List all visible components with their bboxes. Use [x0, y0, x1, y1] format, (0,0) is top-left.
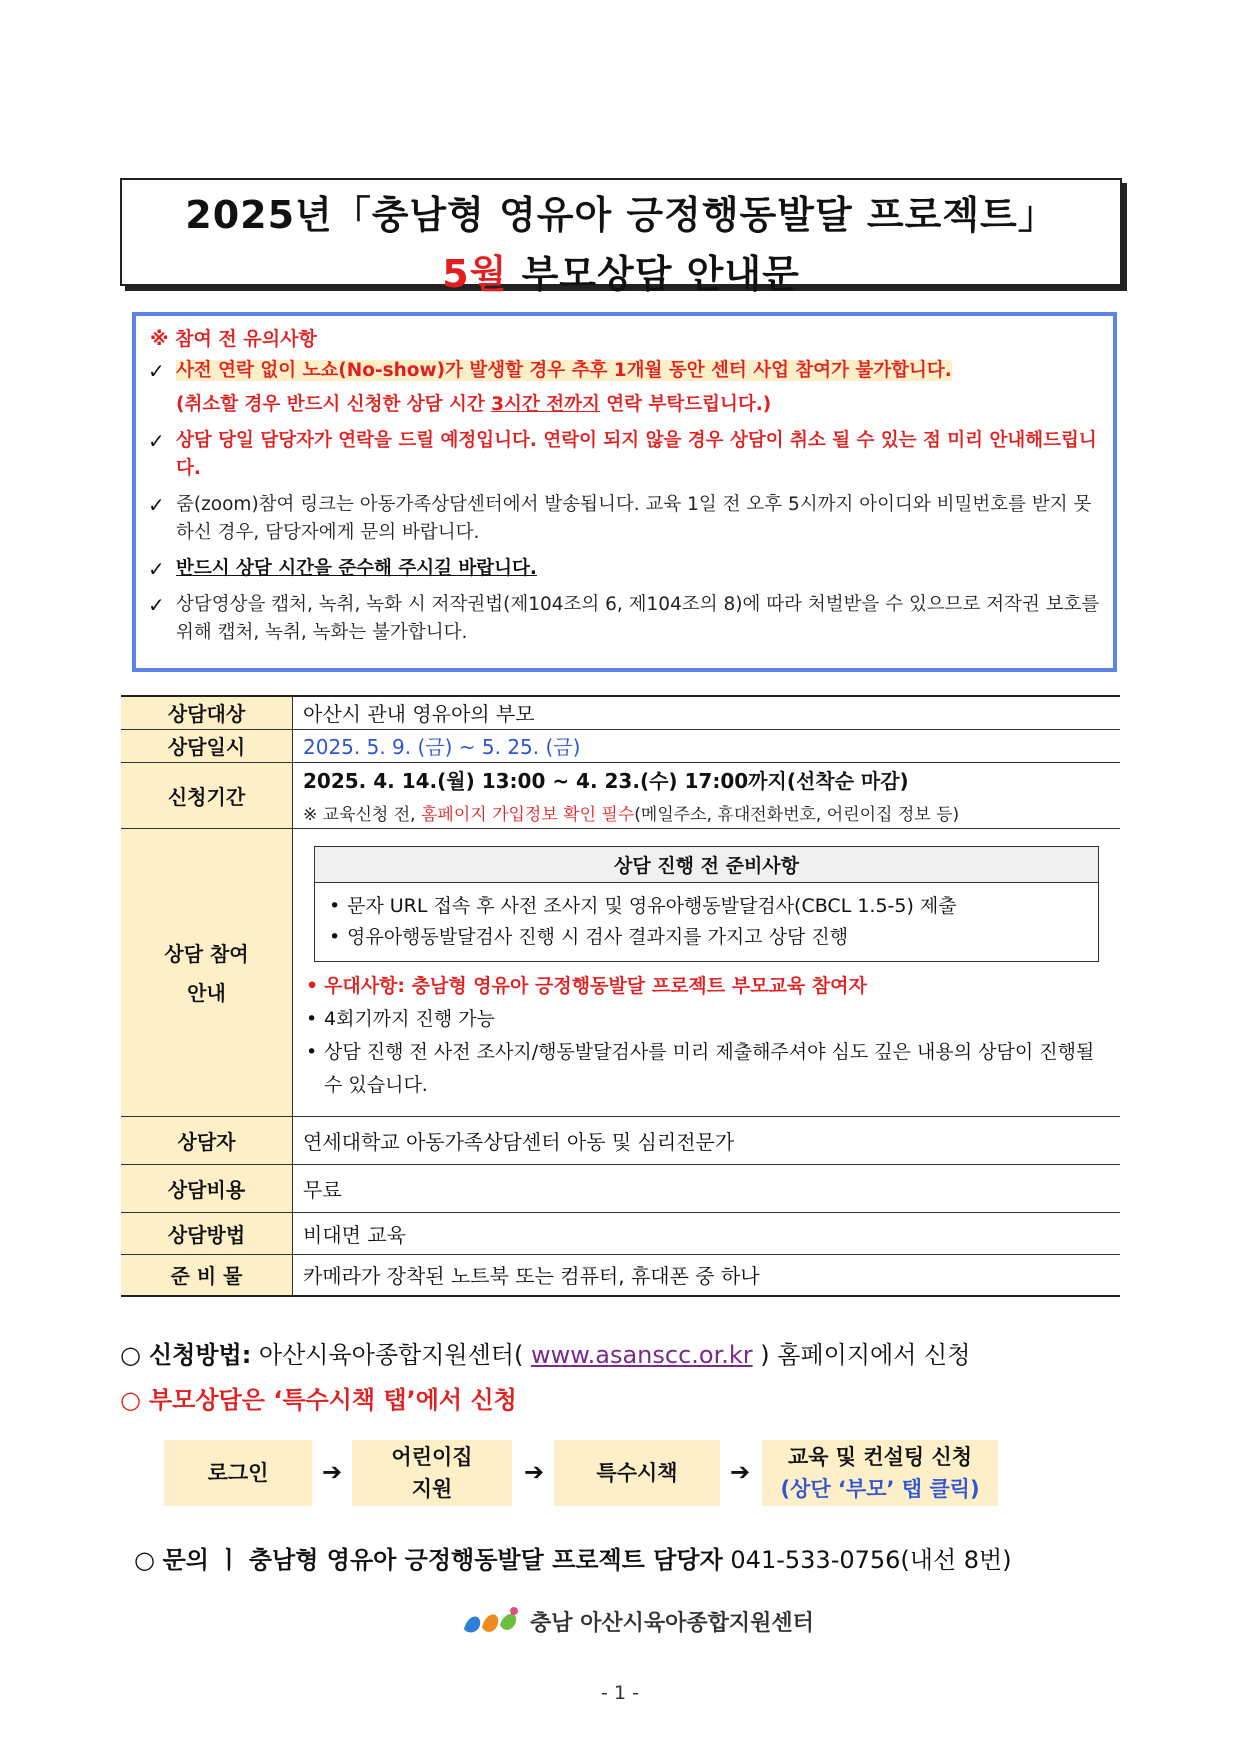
checkmark-icon: ✓: [148, 429, 165, 453]
arrow-right-icon: ➔: [322, 1458, 343, 1486]
apply-text-a: 아산시육아종합지원센터(: [251, 1341, 531, 1369]
period-note-b: (메일주소, 휴대전화번호, 어린이집 정보 등): [634, 805, 960, 825]
notice-text-time: 반드시 상담 시간을 준수해 주시길 바랍니다.: [176, 558, 537, 579]
table-row: [121, 696, 1120, 729]
period-note-a: ※ 교육신청 전,: [303, 805, 421, 825]
join-list: [294, 970, 1119, 1108]
table-row: [121, 1212, 1120, 1254]
checkmark-icon: ✓: [148, 557, 165, 581]
flow-step-special-label: 특수시책: [596, 1461, 678, 1485]
checkmark-icon: ✓: [148, 493, 165, 517]
flow-step-daycare-label-2: 지원: [411, 1477, 453, 1501]
label-target: 상담대상: [121, 696, 293, 729]
label-join-2: 안내: [187, 981, 226, 1005]
list-item: • 문자 URL 접속 후 사전 조사지 및 영유아행동발달검사(CBCL 1.5-5) 제출: [327, 891, 1086, 922]
flow-step-daycare: [352, 1440, 512, 1506]
center-logo-text: 충남 아산시육아종합지원센터: [530, 1610, 814, 1636]
info-table: [121, 695, 1120, 1297]
list-item: • 4회기까지 진행 가능: [304, 1003, 1109, 1036]
arrow-right-icon: ➔: [730, 1458, 751, 1486]
contact-label: 문의 ㅣ 충남형 영유아 긍정행동발달 프로젝트 담당자: [162, 1546, 723, 1574]
notice-text-noshow: 사전 연락 없이 노쇼(No-show)가 발생할 경우 추후 1개월 동안 센터 사업 참여가 불가합니다.: [176, 360, 952, 381]
label-join: [121, 828, 293, 1116]
period-note: [303, 800, 1119, 825]
notice-text-copyright: 상담영상을 캡처, 녹취, 녹화 시 저작권법(제104조의 6, 제104조의 8)에 따라 처벌받을 수 있으므로 저작권 보호를 위해 캡처, 녹취, 녹화는 불가합니다.: [176, 594, 1100, 643]
circle-bullet: ○: [134, 1546, 155, 1574]
label-cost: 상담비용: [121, 1164, 293, 1212]
table-row: [121, 1116, 1120, 1164]
flow-step-login: [164, 1440, 312, 1506]
notice-text-contact: 상담 당일 담당자가 연락을 드릴 예정입니다. 연락이 되지 않을 경우 상담이 취소 될 수 있는 점 미리 안내해드립니다.: [176, 430, 1097, 479]
circle-bullet: ○: [120, 1386, 141, 1414]
prep-box: [314, 846, 1099, 962]
notice-text-cancel-b: 연락 부탁드립니다.): [599, 394, 772, 415]
value-target: 아산시 관내 영유아의 부모: [293, 696, 1121, 729]
center-logo: [460, 1603, 814, 1639]
arrow-right-icon: ➔: [524, 1458, 545, 1486]
title-box: [120, 178, 1122, 296]
label-period: 신청기간: [121, 762, 293, 828]
notice-item-contact: [144, 427, 1105, 483]
notice-box: [132, 312, 1117, 672]
list-item: • 상담 진행 전 사전 조사지/행동발달검사를 미리 제출해주셔야 심도 깊은 내용의 상담이 진행될 수 있습니다.: [304, 1036, 1109, 1102]
prep-list: [315, 883, 1098, 961]
apply-tab-text: 부모상담은 ‘특수시책 탭’에서 신청: [148, 1386, 517, 1414]
flow-step-apply: [762, 1440, 998, 1506]
homepage-link[interactable]: www.asanscc.or.kr: [530, 1341, 753, 1369]
value-join-cell: [293, 828, 1121, 1116]
list-item-preference: • 우대사항: 충남형 영유아 긍정행동발달 프로젝트 부모교육 참여자: [304, 970, 1109, 1003]
flow-step-login-label: 로그인: [207, 1461, 269, 1485]
page-number: - 1 -: [601, 1682, 639, 1704]
period-note-required: 홈페이지 가입정보 확인 필수: [420, 805, 635, 825]
contact-phone: 041-533-0756(내선 8번): [722, 1546, 1012, 1574]
title-subject: 부모상담 안내문: [507, 252, 800, 296]
label-method: 상담방법: [121, 1212, 293, 1254]
notice-item-noshow: [144, 357, 1105, 385]
table-row: [121, 762, 1120, 828]
table-row: [121, 1254, 1120, 1296]
notice-text-cancel-underline: 3시간 전까지: [491, 394, 600, 415]
title-line-1: 2025년「충남형 영유아 긍정행동발달 프로젝트」: [185, 193, 1057, 237]
prep-heading: 상담 진행 전 준비사항: [315, 847, 1098, 883]
title-line-2: [122, 243, 1120, 298]
notice-text-cancel-a: (취소할 경우 반드시 신청한 상담 시간: [176, 394, 492, 415]
value-counselor: 연세대학교 아동가족상담센터 아동 및 심리전문가: [293, 1116, 1121, 1164]
checkmark-icon: ✓: [148, 359, 165, 383]
value-method: 비대면 교육: [293, 1212, 1121, 1254]
value-supplies: 카메라가 장착된 노트북 또는 컴퓨터, 휴대폰 중 하나: [293, 1254, 1121, 1296]
notice-item-copyright: [144, 591, 1105, 647]
contact-line: [134, 1540, 1012, 1575]
flow-step-special: [554, 1440, 720, 1506]
notice-item-cancel: [144, 391, 1105, 419]
checkmark-icon: ✓: [148, 593, 165, 617]
label-supplies: 준 비 물: [121, 1254, 293, 1296]
value-period: 2025. 4. 14.(월) 13:00 ~ 4. 23.(수) 17:00까지(선착순 마감): [303, 769, 909, 793]
label-join-1: 상담 참여: [164, 942, 249, 966]
label-date: 상담일시: [121, 729, 293, 762]
apply-method-line: [120, 1335, 970, 1370]
value-period-cell: [293, 762, 1121, 828]
notice-heading: ※ 참여 전 유의사항: [150, 328, 317, 350]
flow-step-daycare-label-1: 어린이집: [391, 1445, 473, 1469]
notice-item-zoom: [144, 491, 1105, 547]
apply-text-b: ) 홈페이지에서 신청: [752, 1341, 971, 1369]
circle-bullet: ○: [120, 1341, 141, 1369]
title-month: 5월: [442, 252, 508, 296]
apply-tab-line: [120, 1380, 517, 1415]
notice-text-zoom: 줌(zoom)참여 링크는 아동가족상담센터에서 발송됩니다. 교육 1일 전 오후 5시까지 아이디와 비밀번호를 받지 못하신 경우, 담당자에게 문의 바랍니다.: [176, 494, 1092, 543]
table-row: [121, 828, 1120, 1116]
apply-label: 신청방법:: [148, 1341, 252, 1369]
table-row: [121, 1164, 1120, 1212]
table-row: [121, 729, 1120, 762]
list-item: • 영유아행동발달검사 진행 시 검사 결과지를 가지고 상담 진행: [327, 922, 1086, 953]
center-logo-icon: [460, 1603, 524, 1639]
flow-step-apply-label: 교육 및 컨설팅 신청: [787, 1445, 973, 1469]
notice-item-time: [144, 555, 1105, 583]
flow-step-apply-hint: (상단 ‘부모’ 탭 클릭): [780, 1477, 980, 1501]
value-date: 2025. 5. 9. (금) ~ 5. 25. (금): [293, 729, 1121, 762]
label-counselor: 상담자: [121, 1116, 293, 1164]
value-cost: 무료: [293, 1164, 1121, 1212]
